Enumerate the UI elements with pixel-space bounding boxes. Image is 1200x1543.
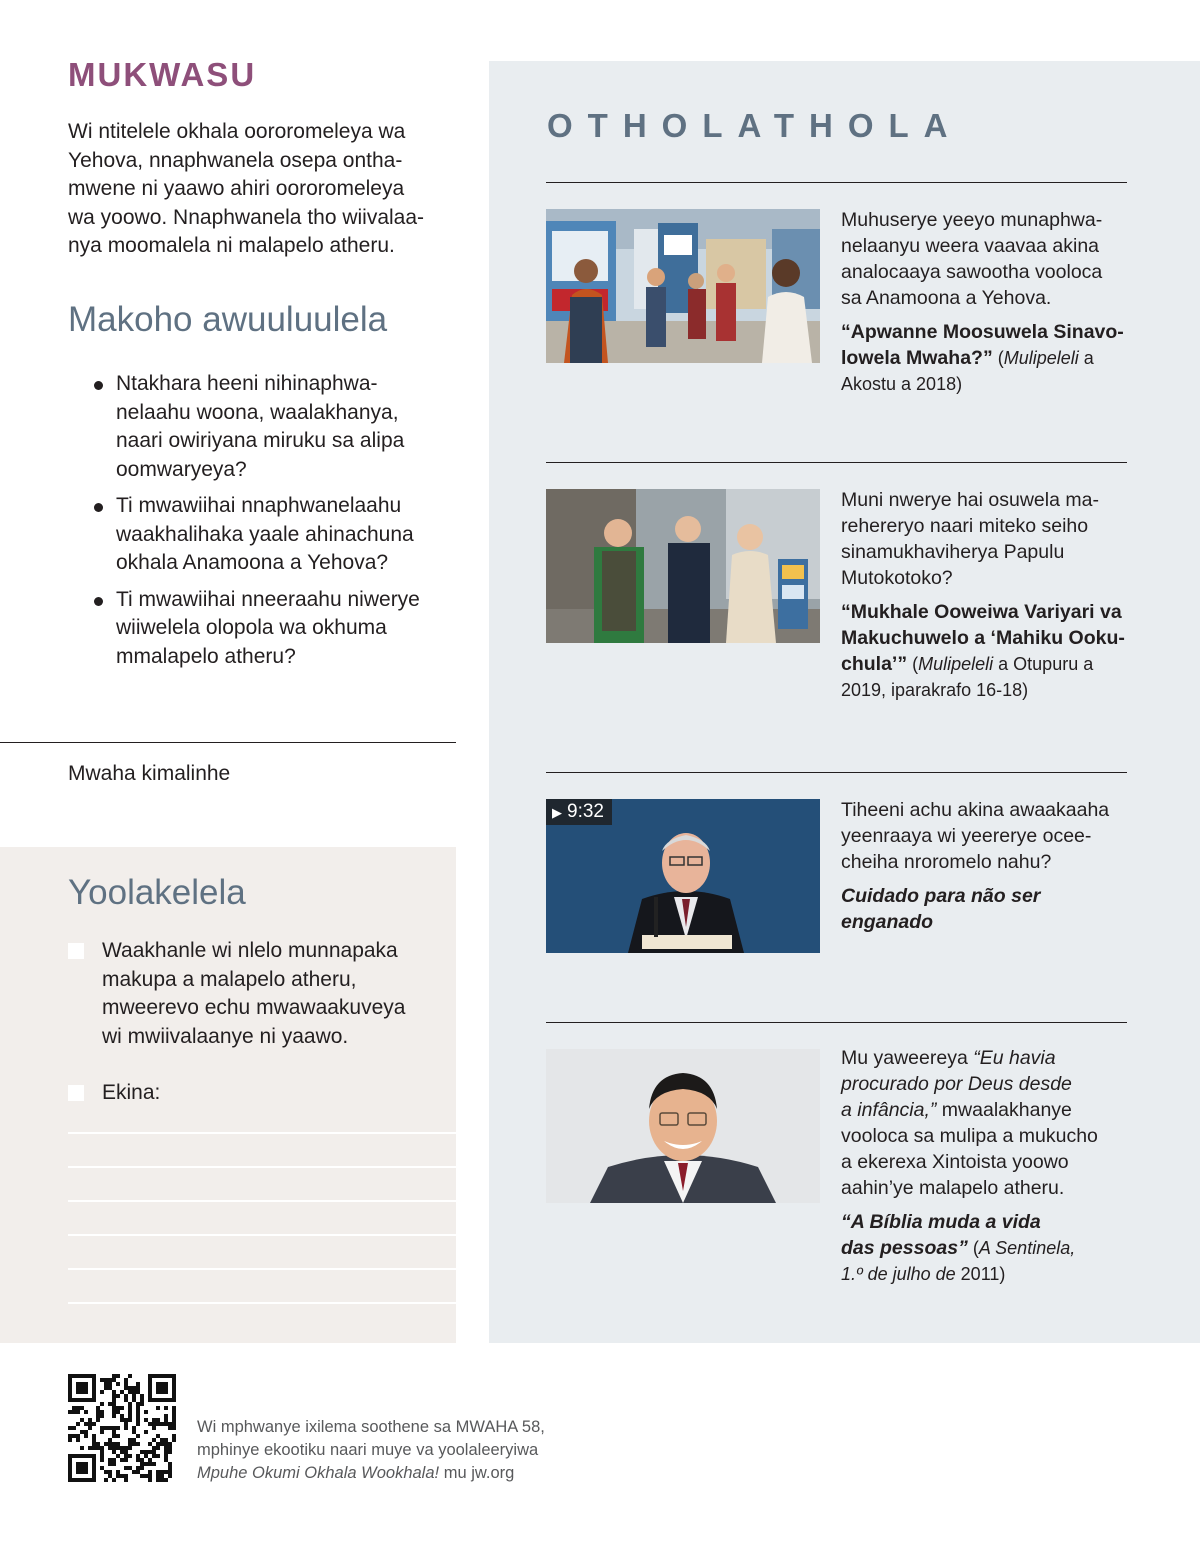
summary-title: MUKWASU: [68, 56, 257, 93]
questions-title: Makoho awuuluulela: [68, 300, 388, 339]
article-image[interactable]: [546, 209, 820, 363]
find-out-panel: [489, 61, 1200, 1343]
write-line[interactable]: [68, 1200, 456, 1202]
divider: [546, 772, 1127, 773]
question-item: Ntakhara heeni nihinaphwa- nelaahu woona, waalakhanya, naari owiriyana miruku sa alipa oomwaryeya?: [92, 370, 454, 484]
goals-box: [0, 847, 456, 1343]
questions-list: [92, 370, 454, 679]
write-line[interactable]: [68, 1132, 456, 1134]
divider: [0, 742, 456, 743]
article-link[interactable]: “A Bíblia muda a vida das pessoas” (A Sentinela, 1.º de julho de 2011): [841, 1211, 1076, 1284]
summary-text: Wi ntitelele okhala oororomeleya wa Yehova, nnaphwanela osepa ontha- mwene ni yaawo ahiri oororomeleya wa yoowo. Nnaphwanela tho wiivalaa- nya moomalela ni malapelo atheru.: [68, 120, 425, 257]
article-link[interactable]: “Apwanne Moosuwela Sinavo- lowela Mwaha?” (Mulipeleli a Akostu a 2018): [841, 321, 1124, 394]
write-line[interactable]: [68, 1302, 456, 1304]
date-label: Mwaha kimalinhe: [68, 762, 231, 785]
qr-code-graphic: [68, 1374, 176, 1482]
write-line[interactable]: [68, 1166, 456, 1168]
article-image[interactable]: [546, 1049, 820, 1203]
qr-code[interactable]: [68, 1374, 176, 1482]
goals-title: Yoolakelela: [68, 873, 246, 912]
video-thumbnail[interactable]: [546, 799, 820, 953]
write-line[interactable]: [68, 1234, 456, 1236]
footer-text: Wi mphwanye ixilema soothene sa MWAHA 58, mphinye ekootiku naari muye va yoolaleeryiwa Mpuhe Okumi Okhala Wookhala! mu jw.org: [197, 1418, 545, 1482]
question-item: Ti mwawiihai nnaphwanelaahu waakhalihaka yaale ahinachuna okhala Anamoona a Yehova?: [92, 492, 454, 578]
play-icon: ▶: [552, 805, 562, 820]
article-entry: Muhuserye yeeyo munaphwa- nelaanyu weera vaavaa akina analocaaya sawootha vooloca sa Anamoona a Yehova. “Apwanne Moosuwela Sinavo- lowela Mwaha?” (Mulipeleli a Akostu a 2018): [841, 207, 1126, 397]
mall-scene-illustration: [546, 209, 820, 363]
divider: [546, 182, 1127, 183]
write-line[interactable]: [68, 1268, 456, 1270]
divider: [546, 462, 1127, 463]
find-out-title: OTHOLATHOLA: [547, 107, 963, 144]
public-witnessing-photo: [546, 489, 820, 643]
goal-checkbox[interactable]: [68, 1085, 84, 1101]
video-link[interactable]: Cuidado para não ser enganado: [841, 885, 1041, 933]
goal-checkbox[interactable]: [68, 943, 84, 959]
article-link[interactable]: “Mukhale Ooweiwa Variyari va Makuchuwelo a ‘Mahiku Ooku- chula’” (Mulipeleli a Otupuru a 2019, iparakrafo 16-18): [841, 601, 1125, 700]
article-entry: Muni nwerye hai osuwela ma- rehereryo naari miteko seiho sinamukhaviherya Papulu Mutokotoko? “Mukhale Ooweiwa Variyari va Makuchuwelo a ‘Mahiku Ooku- chula’” (Mulipeleli a Otupuru a 2019, iparakrafo 16-18): [841, 487, 1126, 703]
video-duration: ▶ 9:32: [546, 799, 612, 825]
goal-item-other: Ekina:: [68, 1079, 438, 1108]
goal-item: Waakhanle wi nlelo munnapaka makupa a malapelo atheru, mweerevo echu mwawaakuveya wi mwiivalaanye ni yaawo.: [68, 937, 438, 1051]
smiling-man-portrait: [546, 1049, 820, 1203]
divider: [546, 1022, 1127, 1023]
article-entry: Mu yaweereya “Eu havia procurado por Deus desde a infância,” mwaalakhanye vooloca sa mulipa a mukucho a ekerexa Xintoista yoowo aahin’ye malapelo atheru. “A Bíblia muda a vida das pessoas” (A Sentinela, 1.º de julho de 2011): [841, 1045, 1126, 1287]
question-item: Ti mwawiihai nneeraahu niwerye wiiwelela olopola wa okhuma mmalapelo atheru?: [92, 586, 454, 672]
article-image[interactable]: [546, 489, 820, 643]
video-entry: Tiheeni achu akina awaakaaha yeenraaya wi yeererye ocee- cheiha nroromelo nahu? Cuidado para não ser enganado: [841, 797, 1126, 935]
